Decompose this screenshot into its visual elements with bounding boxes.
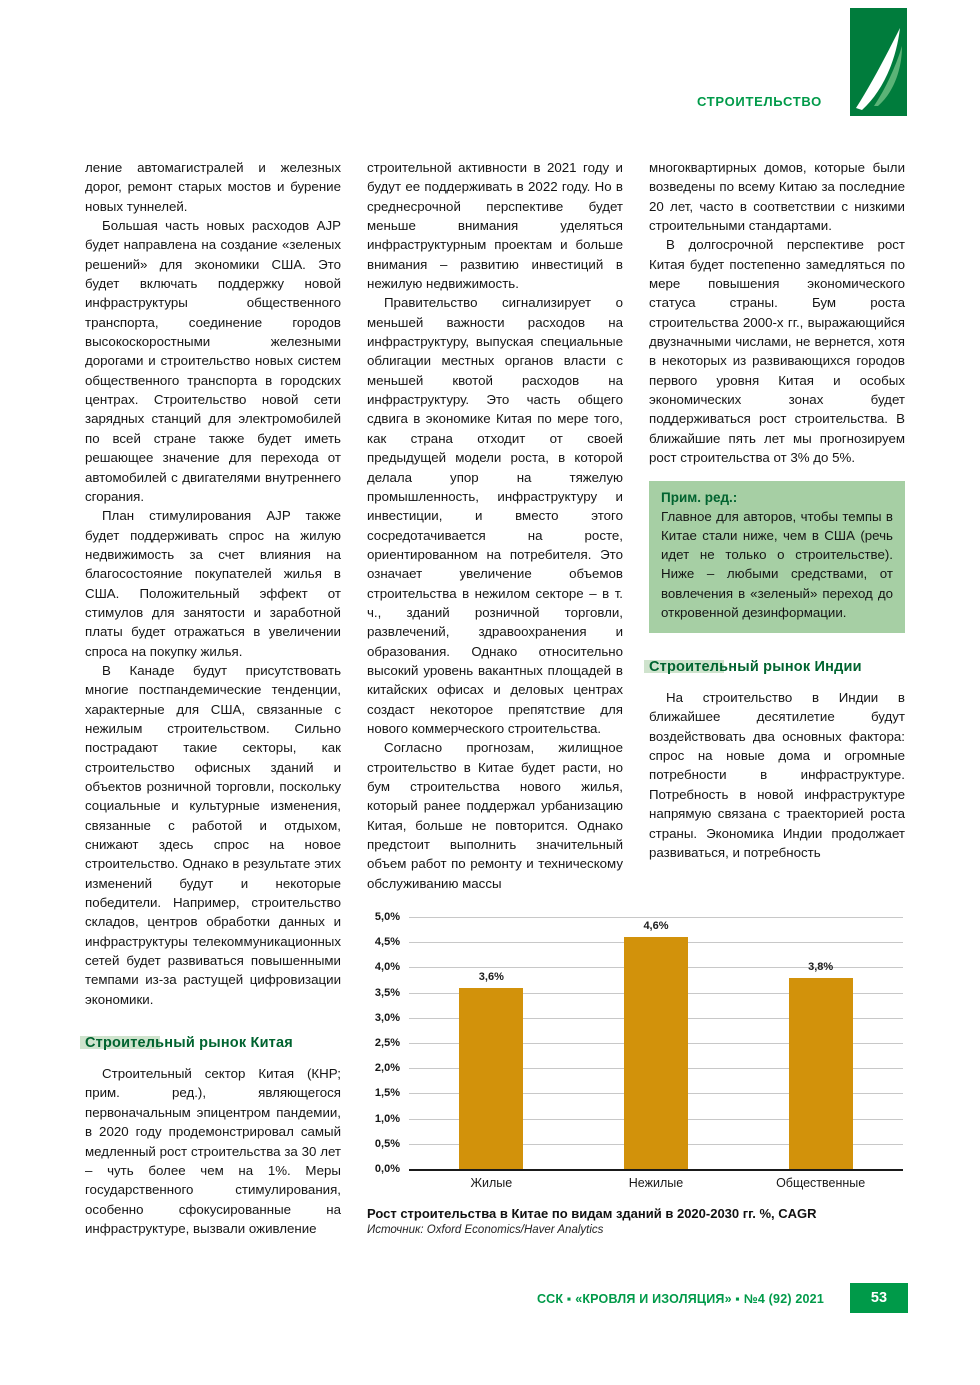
paragraph: План стимулирования AJP также будет поддерживать спрос на жилую недвижимость за счет влияния на благосостояние покупателей жилья в США. Положительный эффект от стимулов для занятости и заработной платы будет отражаться в увеличении спроса на покупку жилья.: [85, 508, 341, 659]
paragraph: В Канаде будут присутствовать многие постпандемические тенденции, характерные для США, связанные с нежилым строительством. Сильно пострадают такие секторы, как строительство офисных зданий и объектов розничной торговли, поскольку социальные и культурные изменения, связанные с работой и отдыхом, снижают здесь спрос на новое строительство. Однако в результате этих изменений будут и некоторые победители. Например, строительство складов, центров обработки данных и инфраструктуры телекоммуникационных сетей будет развиваться повышенными темпами из-за растущей цифровизации экономики.: [85, 662, 341, 1007]
paragraph: строительной активности в 2021 году и будут ее поддерживать в 2022 году. Но в среднесрочной перспективе будет меньше внимания уделяться инфраструктурным проектам и больше внимания – развитию инвестиций в нежилую недвижимость.: [367, 160, 623, 292]
bar-cell: [574, 920, 739, 1169]
section-heading-text: Строительный рынок Китая: [85, 1035, 293, 1052]
column-3: [649, 158, 905, 862]
chart-bars: [409, 917, 903, 1169]
x-category-label: Нежилые: [628, 1176, 684, 1191]
paragraph: На строительство в Индии в ближайшее десятилетие будут воздействовать два основных фактора: спрос на новые дома и огромные потребности в инфраструктуре. Потребность в новой инфраструктуре напрямую связана с траекторией роста страны. Экономика Индии продолжает развиваться, и потребность: [649, 690, 905, 860]
page-content: [85, 158, 905, 1238]
y-tick-label: 4,0%: [374, 961, 400, 974]
brand-logo: [850, 8, 907, 116]
section-heading-china: [85, 1035, 341, 1051]
x-category-label: Жилые: [470, 1176, 513, 1191]
editor-note: [649, 481, 905, 634]
y-tick-label: 1,5%: [374, 1087, 400, 1100]
chart-plot: [409, 917, 903, 1169]
paragraph: Большая часть новых расходов AJP будет направлена на создание «зеленых решений» для экономики США. Это будет включать поддержку новой инфраструктуры общественного транспорта, соединение городов высокоскоростными железными дорогами и строительство новых систем общественного транспорта в городских центрах. Строительство новой сети зарядных станций для электромобилей по всей стране также будет иметь решающее значение для перехода от автомобилей с двигателями внутреннего сгорания.: [85, 218, 341, 504]
bar-value-label: 4,6%: [643, 920, 669, 933]
column-2: [367, 158, 623, 893]
paragraph: ление автомагистралей и железных дорог, ремонт старых мостов и бурение новых туннелей.: [85, 160, 341, 214]
editor-note-title: Прим. ред.:: [661, 489, 738, 505]
y-tick-label: 0,0%: [374, 1163, 400, 1176]
y-tick-label: 3,0%: [374, 1011, 400, 1024]
paragraph: Строительный сектор Китая (КНР; прим. ред.), являющегося первоначальным эпицентром пандемии, в 2020 году продемонстрировал самый медленный рост строительства за 30 лет – чуть более чем на 1%. Меры государственного стимулирования, особенно сфокусированные на инфраструктуре, вызвали оживление: [85, 1066, 341, 1236]
bar-cell: [738, 960, 903, 1170]
bar-value-label: 3,6%: [478, 970, 504, 983]
footer-journal-line: ССК ▪ «КРОВЛЯ И ИЗОЛЯЦИЯ» ▪ №4 (92) 2021: [536, 1292, 824, 1306]
editor-note-text: Главное для авторов, чтобы темпы в Китае стали ниже, чем в США (речь идет не только о строительстве). Ниже – любыми средствами, от вовлечения в «зеленый» переход до откровенной дезинформации.: [661, 508, 893, 620]
bar-cell: [409, 970, 574, 1169]
chart-caption: [367, 1206, 903, 1236]
paragraph: В долгосрочной перспективе рост Китая будет постепенно замедляться по мере повышения экономического статуса страны. Бум роста строительства 2000-х гг., выражающийся двузначными числами, не вернется, хотя в некоторых из развивающихся городов первого уровня Китая и особых экономических зонах будет поддерживаться рост строительства. В ближайшие пять лет мы прогнозируем рост строительства от 3% до 5%.: [649, 237, 905, 466]
y-tick-label: 2,5%: [374, 1037, 400, 1050]
y-tick-label: 3,5%: [374, 986, 400, 999]
right-region: [367, 158, 905, 1236]
chart-bar: [624, 920, 688, 1169]
paragraph: Согласно прогнозам, жилищное строительство в Китае будет расти, но бум строительства нового жилья, который ранее поддержал урбанизацию Китая, больше не повторится. Однако предстоит выполнить значительный объем работ по ремонту и техническому обслуживанию массы: [367, 740, 623, 891]
paragraph: многоквартирных домов, которые были возведены по всему Китаю за последние 20 лет, часто в соответствии с низкими строительными стандартами.: [649, 160, 905, 234]
bar-value-label: 3,8%: [808, 960, 834, 973]
x-category-label: Общественные: [776, 1176, 866, 1191]
section-heading-india: [649, 659, 905, 675]
y-tick-label: 2,0%: [374, 1062, 400, 1075]
chart-yaxis: [367, 911, 409, 1176]
y-tick-label: 5,0%: [374, 911, 400, 924]
construction-growth-chart: [367, 911, 903, 1237]
chart-title: Рост строительства в Китае по видам зданий в 2020-2030 гг. %, CAGR: [367, 1206, 817, 1222]
chart-bar: [789, 960, 853, 1170]
y-tick-label: 0,5%: [374, 1137, 400, 1150]
y-tick-label: 1,0%: [374, 1112, 400, 1125]
section-kicker: СТРОИТЕЛЬСТВО: [697, 94, 822, 109]
chart-source: Источник: Oxford Economics/Haver Analytics: [367, 1224, 604, 1237]
page-number-badge: 53: [850, 1283, 908, 1313]
y-tick-label: 4,5%: [374, 936, 400, 949]
x-axis-line: [409, 1169, 903, 1171]
chart-xlabels: [409, 1169, 903, 1190]
section-heading-text: Строительный рынок Индии: [649, 659, 862, 676]
chart-bar: [459, 970, 523, 1169]
leaf-swoosh-icon: [850, 8, 907, 116]
column-1: [85, 158, 341, 1238]
paragraph: Правительство сигнализирует о меньшей важности расходов на инфраструктуру, выпуская специальные облигации местных органов власти с меньшей квотой расходов на инфраструктуру. Это часть общего сдвига в экономике Китая по мере того, как страна отходит от своей предыдущей модели роста, в которой делала упор на тяжелую промышленность, инфраструктуру и инвестиции, и вместо этого сосредотачивается на росте, ориентированном на потребителя. Это означает увеличение объемов строительства в нежилом секторе – в т. ч., зданий розничной торговли, развлечений, здравоохранения и образования. Однако относительно высокий уровень вакантных площадей в китайских офисах и деловых центрах создаст некоторое препятствие для нового коммерческого строительства.: [367, 295, 623, 736]
